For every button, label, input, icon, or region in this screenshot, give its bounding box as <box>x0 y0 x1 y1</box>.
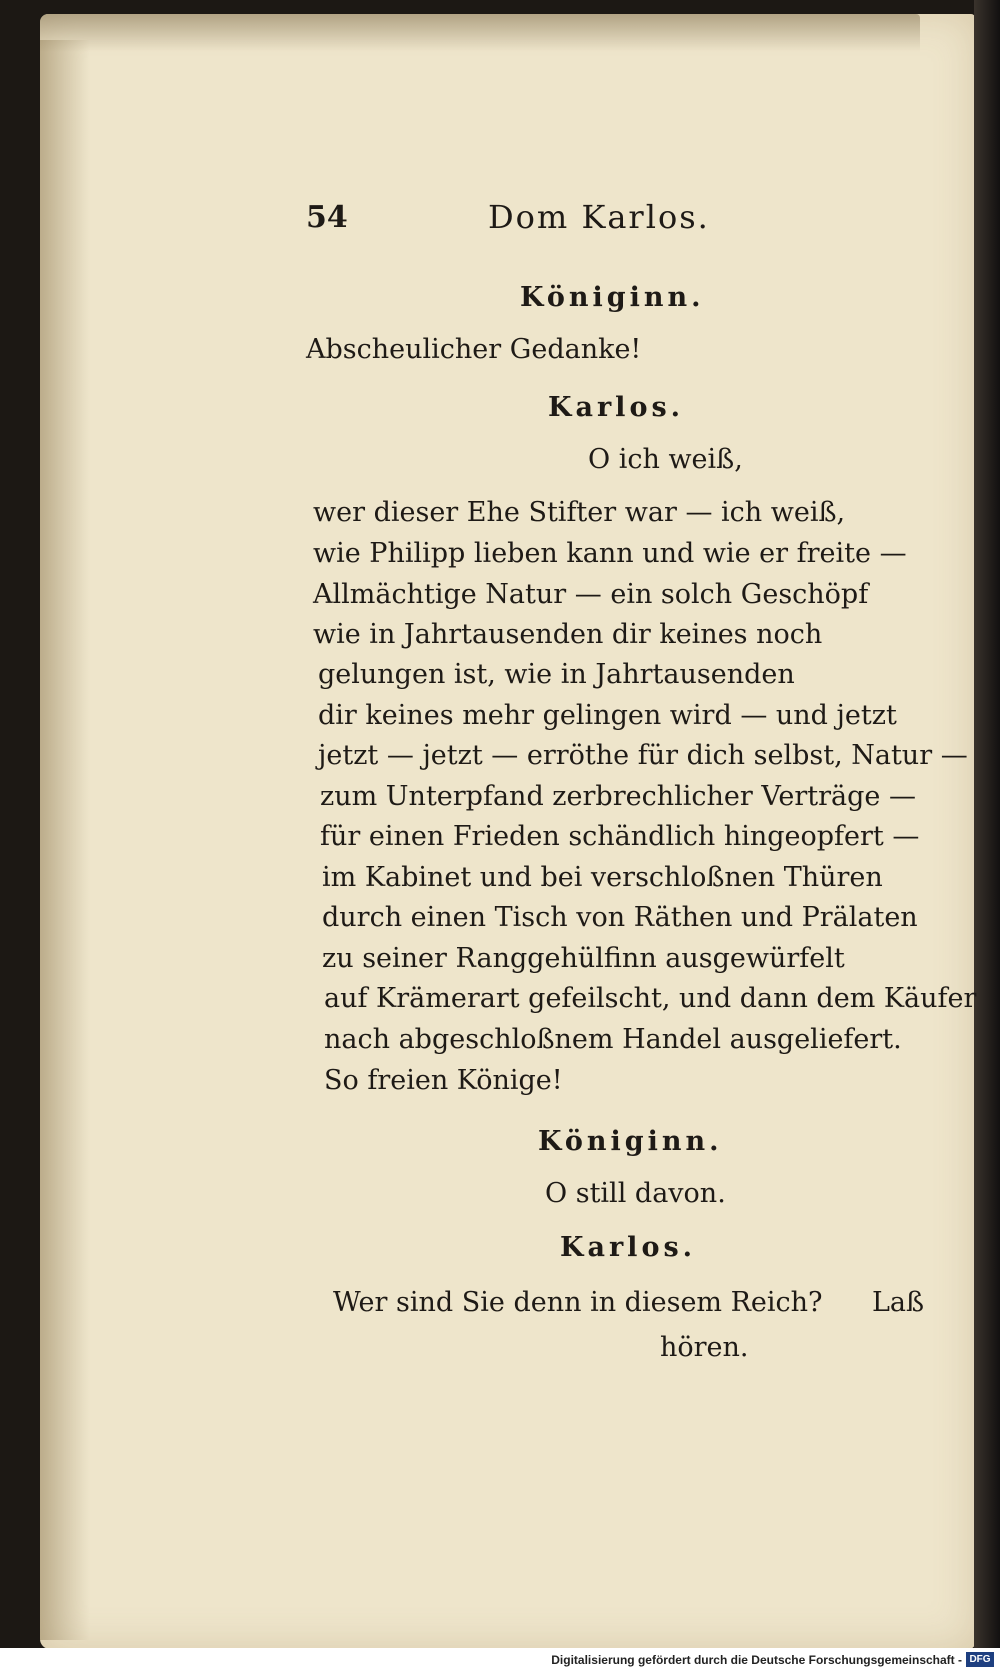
speaker-heading: Karlos. <box>548 392 685 423</box>
verse-line: Wer sind Sie denn in diesem Reich? <box>333 1287 823 1318</box>
verse-line: jetzt — jetzt — erröthe für dich selbst, Natur — <box>318 740 968 771</box>
verse-line: O still davon. <box>545 1178 726 1209</box>
running-title: Dom Karlos. <box>488 198 710 236</box>
verse-line: Allmächtige Natur — ein solch Geschöpf <box>313 579 869 610</box>
verse-line: hören. <box>660 1332 749 1363</box>
dfg-logo: DFG <box>966 1652 994 1667</box>
verse-line: wer dieser Ehe Stifter war — ich weiß, <box>313 497 846 528</box>
verse-line-continuation: Laß <box>872 1287 925 1318</box>
book-spine <box>974 0 1000 1670</box>
speaker-heading: Königinn. <box>538 1126 723 1157</box>
verse-line: So freien Könige! <box>324 1065 563 1096</box>
verse-line: wie in Jahrtausenden dir keines noch <box>313 619 823 650</box>
funding-credit: Digitalisierung gefördert durch die Deutsche Forschungsgemeinschaft - <box>551 1653 962 1667</box>
verse-line: zu seiner Ranggehülfinn ausgewürfelt <box>322 943 845 974</box>
verse-line: gelungen ist, wie in Jahrtausenden <box>318 659 795 690</box>
page-number: 54 <box>306 200 348 235</box>
digitization-footer <box>0 1648 1000 1670</box>
verse-line: wie Philipp lieben kann und wie er freite — <box>313 538 907 569</box>
verse-line: zum Unterpfand zerbrechlicher Verträge — <box>320 781 916 812</box>
verse-line: auf Krämerart gefeilscht, und dann dem Käufer <box>324 983 977 1014</box>
verse-line: O ich weiß, <box>588 444 743 475</box>
verse-line: für einen Frieden schändlich hingeopfert — <box>320 821 920 852</box>
verse-line: Abscheulicher Gedanke! <box>306 334 642 365</box>
verse-line: dir keines mehr gelingen wird — und jetzt <box>318 700 897 731</box>
page-left-shadow <box>40 40 90 1640</box>
speaker-heading: Karlos. <box>560 1232 697 1263</box>
verse-line: nach abgeschloßnem Handel ausgeliefert. <box>324 1024 902 1055</box>
page-top-shadow <box>40 14 920 52</box>
speaker-heading: Königinn. <box>520 282 705 313</box>
verse-line: durch einen Tisch von Räthen und Prälaten <box>322 902 918 933</box>
verse-line: im Kabinet und bei verschloßnen Thüren <box>322 862 883 893</box>
